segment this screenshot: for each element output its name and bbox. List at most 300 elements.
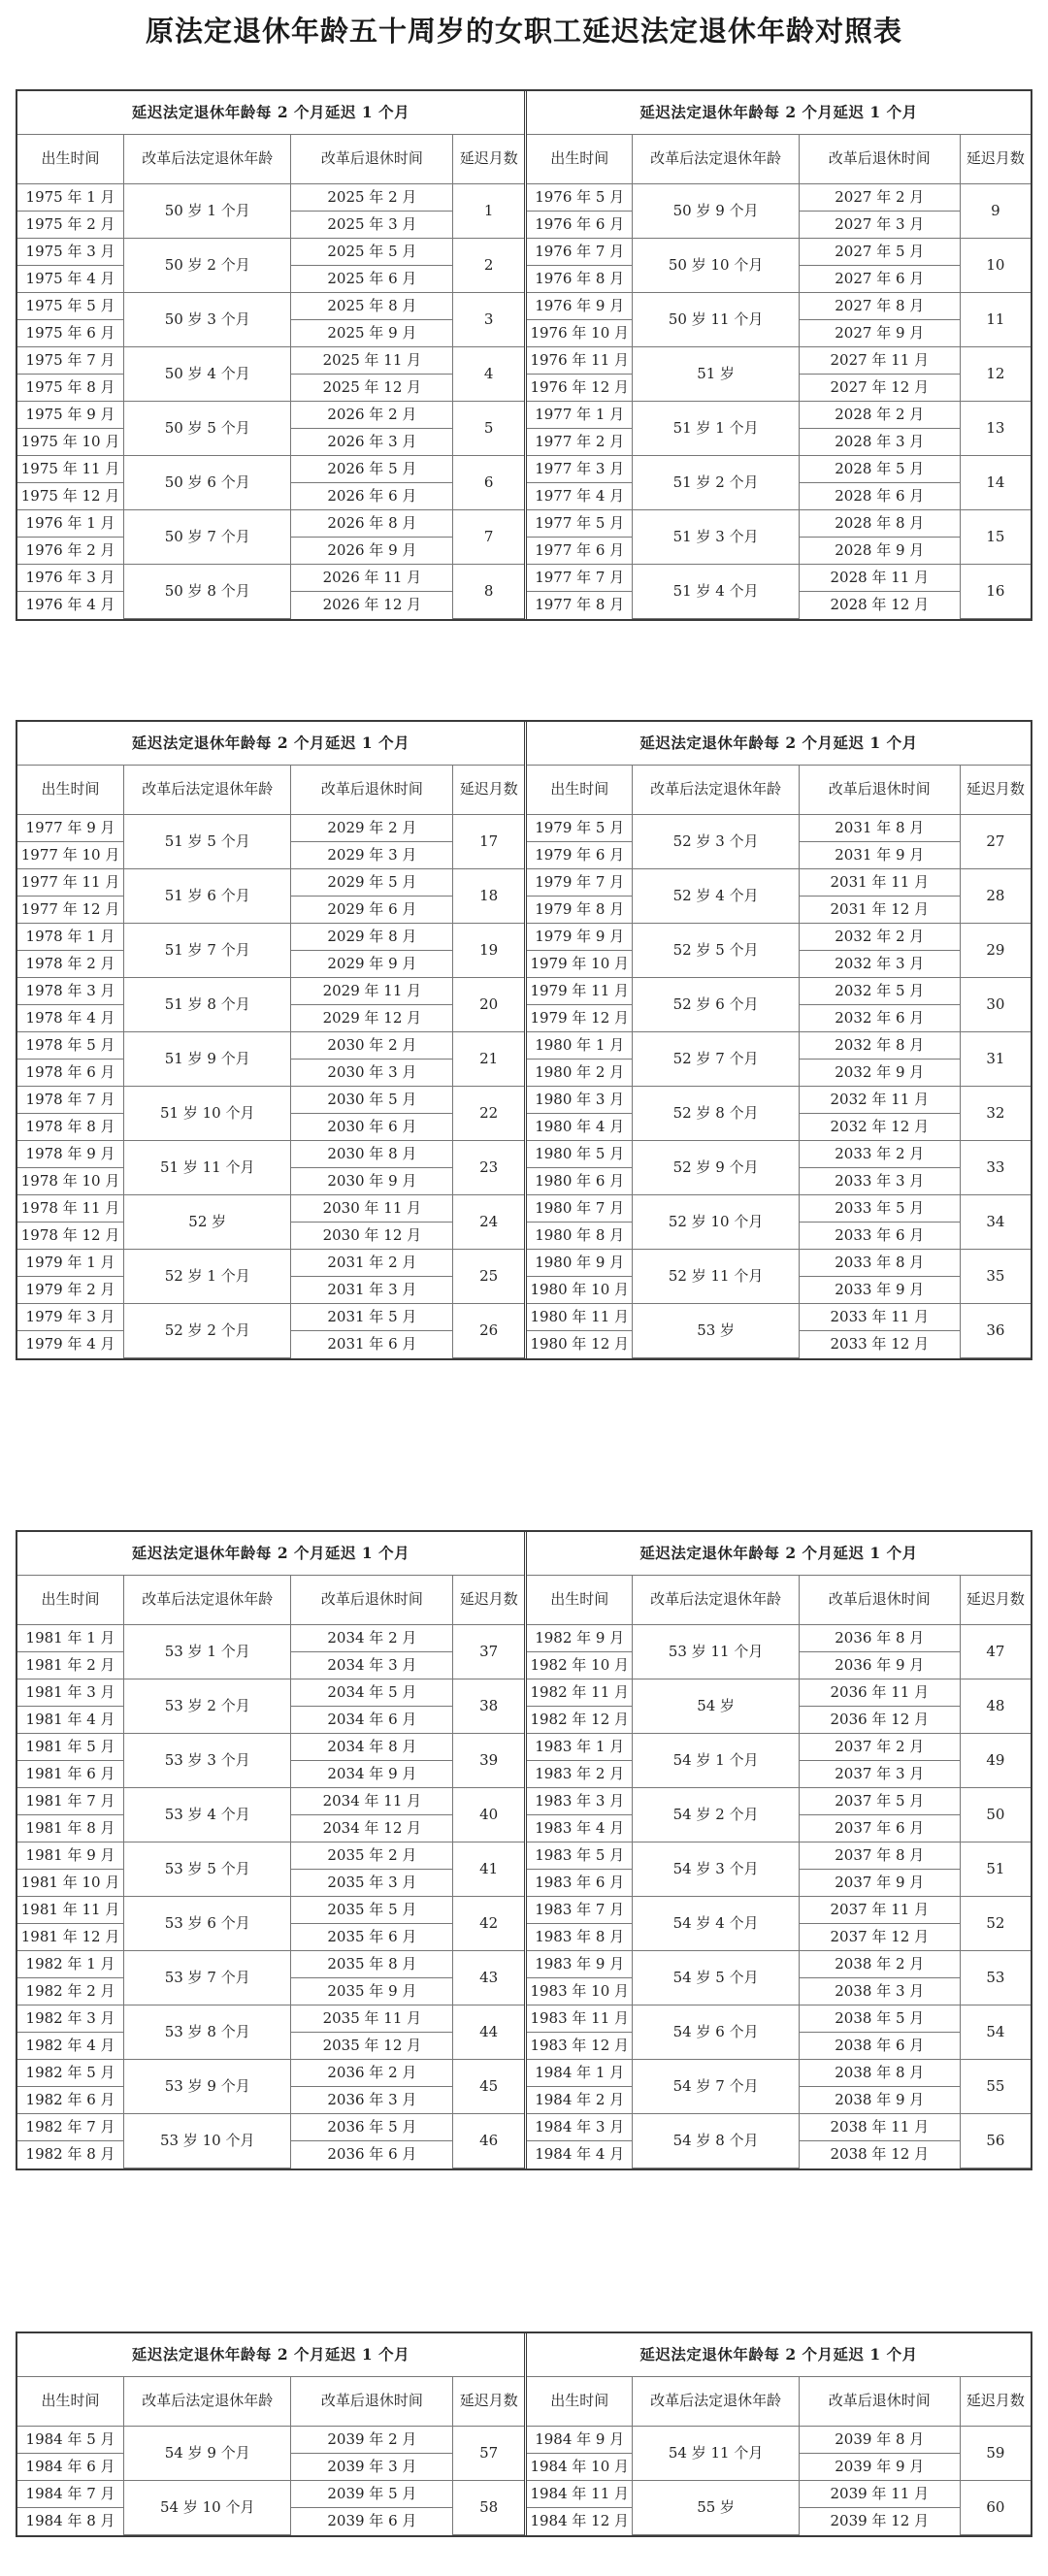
delay-months-cell: 29 — [960, 923, 1031, 977]
retire-time-cell: 2038 年 8 月 — [799, 2059, 960, 2086]
birth-time-cell: 1978 年 7 月 — [17, 1086, 124, 1113]
retire-time-cell: 2038 年 5 月 — [799, 2005, 960, 2032]
header-birth-time: 出生时间 — [17, 1575, 124, 1624]
retire-time-cell: 2036 年 12 月 — [799, 1706, 960, 1733]
header-delay-months: 延迟月数 — [453, 134, 524, 183]
retire-time-cell: 2029 年 5 月 — [291, 868, 453, 896]
retire-age-cell: 51 岁 1 个月 — [633, 401, 799, 455]
retire-time-cell: 2039 年 11 月 — [799, 2480, 960, 2507]
delay-months-cell: 10 — [960, 238, 1031, 292]
retire-time-cell: 2031 年 12 月 — [799, 896, 960, 923]
retire-time-cell: 2033 年 5 月 — [799, 1194, 960, 1222]
table-panel-right — [524, 722, 1031, 1358]
retire-time-cell: 2029 年 2 月 — [291, 814, 453, 841]
birth-time-cell: 1982 年 5 月 — [17, 2059, 124, 2086]
birth-time-cell: 1979 年 2 月 — [17, 1276, 124, 1303]
birth-time-cell: 1976 年 5 月 — [527, 183, 633, 211]
retire-time-cell: 2031 年 11 月 — [799, 868, 960, 896]
birth-time-cell: 1975 年 5 月 — [17, 292, 124, 319]
table-panel-right — [524, 1532, 1031, 2168]
retire-age-cell: 53 岁 8 个月 — [124, 2005, 291, 2059]
retire-time-cell: 2033 年 11 月 — [799, 1303, 960, 1330]
header-retire-time: 改革后退休时间 — [291, 765, 453, 814]
lookup-table — [17, 722, 524, 1358]
birth-time-cell: 1977 年 3 月 — [527, 455, 633, 482]
birth-time-cell: 1978 年 8 月 — [17, 1113, 124, 1140]
birth-time-cell: 1980 年 2 月 — [527, 1059, 633, 1086]
birth-time-cell: 1981 年 2 月 — [17, 1651, 124, 1679]
table-row — [527, 1896, 1031, 1923]
table-row — [527, 1086, 1031, 1113]
birth-time-cell: 1979 年 10 月 — [527, 950, 633, 977]
header-birth-time: 出生时间 — [527, 765, 633, 814]
retire-age-cell: 54 岁 11 个月 — [633, 2426, 799, 2480]
retire-age-cell: 54 岁 7 个月 — [633, 2059, 799, 2113]
birth-time-cell: 1984 年 9 月 — [527, 2426, 633, 2453]
birth-time-cell: 1975 年 6 月 — [17, 319, 124, 346]
delay-months-cell: 40 — [453, 1787, 524, 1842]
delay-months-cell: 31 — [960, 1031, 1031, 1086]
birth-time-cell: 1983 年 6 月 — [527, 1869, 633, 1896]
table-row — [527, 1140, 1031, 1167]
retire-time-cell: 2035 年 5 月 — [291, 1896, 453, 1923]
retire-time-cell: 2028 年 5 月 — [799, 455, 960, 482]
header-delay-months: 延迟月数 — [453, 1575, 524, 1624]
retire-time-cell: 2031 年 9 月 — [799, 841, 960, 868]
delay-months-cell: 55 — [960, 2059, 1031, 2113]
birth-time-cell: 1980 年 6 月 — [527, 1167, 633, 1194]
retire-time-cell: 2034 年 3 月 — [291, 1651, 453, 1679]
retire-age-cell: 53 岁 7 个月 — [124, 1950, 291, 2005]
retire-age-cell: 53 岁 9 个月 — [124, 2059, 291, 2113]
retire-age-cell: 50 岁 9 个月 — [633, 183, 799, 238]
birth-time-cell: 1975 年 2 月 — [17, 211, 124, 238]
birth-time-cell: 1977 年 12 月 — [17, 896, 124, 923]
retire-age-cell: 53 岁 — [633, 1303, 799, 1357]
birth-time-cell: 1978 年 4 月 — [17, 1004, 124, 1031]
table-row — [17, 1842, 524, 1869]
birth-time-cell: 1982 年 6 月 — [17, 2086, 124, 2113]
birth-time-cell: 1977 年 7 月 — [527, 564, 633, 591]
table-caption: 延迟法定退休年龄每 2 个月延迟 1 个月 — [527, 722, 1031, 765]
table-row — [17, 401, 524, 428]
retire-time-cell: 2039 年 8 月 — [799, 2426, 960, 2453]
retire-age-cell: 50 岁 2 个月 — [124, 238, 291, 292]
table-row — [17, 183, 524, 211]
birth-time-cell: 1977 年 5 月 — [527, 509, 633, 537]
retire-age-cell: 53 岁 11 个月 — [633, 1624, 799, 1679]
delay-months-cell: 41 — [453, 1842, 524, 1896]
table-panel-left — [17, 1532, 524, 2168]
table-block-2 — [16, 720, 1032, 1360]
lookup-table — [17, 2333, 524, 2535]
delay-months-cell: 27 — [960, 814, 1031, 868]
retire-age-cell: 52 岁 10 个月 — [633, 1194, 799, 1249]
retire-age-cell: 51 岁 5 个月 — [124, 814, 291, 868]
retire-time-cell: 2027 年 2 月 — [799, 183, 960, 211]
table-row — [527, 1679, 1031, 1706]
delay-months-cell: 39 — [453, 1733, 524, 1787]
retire-time-cell: 2033 年 2 月 — [799, 1140, 960, 1167]
retire-time-cell: 2030 年 3 月 — [291, 1059, 453, 1086]
retire-time-cell: 2038 年 12 月 — [799, 2140, 960, 2168]
lookup-table — [527, 722, 1031, 1358]
retire-time-cell: 2029 年 11 月 — [291, 977, 453, 1004]
birth-time-cell: 1979 年 9 月 — [527, 923, 633, 950]
table-caption: 延迟法定退休年龄每 2 个月延迟 1 个月 — [17, 91, 524, 134]
retire-time-cell: 2028 年 11 月 — [799, 564, 960, 591]
lookup-table — [17, 1532, 524, 2168]
retire-age-cell: 51 岁 6 个月 — [124, 868, 291, 923]
retire-time-cell: 2027 年 6 月 — [799, 265, 960, 292]
table-row — [527, 814, 1031, 841]
birth-time-cell: 1984 年 11 月 — [527, 2480, 633, 2507]
delay-months-cell: 38 — [453, 1679, 524, 1733]
birth-time-cell: 1978 年 10 月 — [17, 1167, 124, 1194]
birth-time-cell: 1975 年 10 月 — [17, 428, 124, 455]
table-row — [527, 292, 1031, 319]
table-row — [527, 1194, 1031, 1222]
birth-time-cell: 1981 年 6 月 — [17, 1760, 124, 1787]
retire-time-cell: 2025 年 2 月 — [291, 183, 453, 211]
table-row — [17, 1624, 524, 1651]
header-birth-time: 出生时间 — [17, 134, 124, 183]
birth-time-cell: 1979 年 8 月 — [527, 896, 633, 923]
birth-time-cell: 1982 年 10 月 — [527, 1651, 633, 1679]
retire-time-cell: 2038 年 3 月 — [799, 1977, 960, 2005]
retire-time-cell: 2039 年 9 月 — [799, 2453, 960, 2480]
retire-time-cell: 2035 年 11 月 — [291, 2005, 453, 2032]
birth-time-cell: 1978 年 1 月 — [17, 923, 124, 950]
table-row — [17, 2113, 524, 2140]
delay-months-cell: 14 — [960, 455, 1031, 509]
retire-age-cell: 54 岁 3 个月 — [633, 1842, 799, 1896]
table-row — [17, 2059, 524, 2086]
birth-time-cell: 1976 年 10 月 — [527, 319, 633, 346]
birth-time-cell: 1978 年 12 月 — [17, 1222, 124, 1249]
header-birth-time: 出生时间 — [17, 765, 124, 814]
retire-time-cell: 2039 年 2 月 — [291, 2426, 453, 2453]
retire-time-cell: 2037 年 8 月 — [799, 1842, 960, 1869]
table-row — [527, 238, 1031, 265]
birth-time-cell: 1982 年 11 月 — [527, 1679, 633, 1706]
retire-time-cell: 2032 年 8 月 — [799, 1031, 960, 1059]
retire-time-cell: 2038 年 6 月 — [799, 2032, 960, 2059]
delay-months-cell: 20 — [453, 977, 524, 1031]
table-row — [17, 564, 524, 591]
birth-time-cell: 1975 年 11 月 — [17, 455, 124, 482]
retire-age-cell: 50 岁 5 个月 — [124, 401, 291, 455]
table-panel-left — [17, 2333, 524, 2535]
birth-time-cell: 1976 年 3 月 — [17, 564, 124, 591]
retire-time-cell: 2034 年 2 月 — [291, 1624, 453, 1651]
retire-time-cell: 2031 年 6 月 — [291, 1330, 453, 1357]
table-row — [527, 977, 1031, 1004]
birth-time-cell: 1978 年 9 月 — [17, 1140, 124, 1167]
delay-months-cell: 2 — [453, 238, 524, 292]
birth-time-cell: 1976 年 1 月 — [17, 509, 124, 537]
header-retire-time: 改革后退休时间 — [291, 1575, 453, 1624]
retire-age-cell: 52 岁 4 个月 — [633, 868, 799, 923]
retire-time-cell: 2036 年 9 月 — [799, 1651, 960, 1679]
retire-time-cell: 2028 年 8 月 — [799, 509, 960, 537]
birth-time-cell: 1981 年 12 月 — [17, 1923, 124, 1950]
retire-time-cell: 2031 年 3 月 — [291, 1276, 453, 1303]
header-delay-months: 延迟月数 — [960, 2376, 1031, 2426]
retire-time-cell: 2033 年 3 月 — [799, 1167, 960, 1194]
delay-months-cell: 56 — [960, 2113, 1031, 2168]
table-panel-right — [524, 2333, 1031, 2535]
retire-time-cell: 2036 年 8 月 — [799, 1624, 960, 1651]
retire-age-cell: 51 岁 — [633, 346, 799, 401]
table-row — [527, 923, 1031, 950]
page-title: 原法定退休年龄五十周岁的女职工延迟法定退休年龄对照表 — [145, 15, 902, 48]
retire-age-cell: 51 岁 11 个月 — [124, 1140, 291, 1194]
retire-time-cell: 2034 年 12 月 — [291, 1814, 453, 1842]
retire-time-cell: 2032 年 11 月 — [799, 1086, 960, 1113]
header-retire-time: 改革后退休时间 — [799, 2376, 960, 2426]
table-row — [527, 2005, 1031, 2032]
retire-time-cell: 2028 年 6 月 — [799, 482, 960, 509]
retire-age-cell: 52 岁 7 个月 — [633, 1031, 799, 1086]
retire-time-cell: 2025 年 11 月 — [291, 346, 453, 374]
retire-age-cell: 50 岁 11 个月 — [633, 292, 799, 346]
table-row — [17, 509, 524, 537]
birth-time-cell: 1977 年 2 月 — [527, 428, 633, 455]
table-row — [527, 183, 1031, 211]
delay-months-cell: 3 — [453, 292, 524, 346]
birth-time-cell: 1984 年 6 月 — [17, 2453, 124, 2480]
retire-time-cell: 2026 年 5 月 — [291, 455, 453, 482]
table-row — [527, 455, 1031, 482]
retire-time-cell: 2037 年 6 月 — [799, 1814, 960, 1842]
header-retire-time: 改革后退休时间 — [291, 2376, 453, 2426]
retire-time-cell: 2028 年 2 月 — [799, 401, 960, 428]
header-birth-time: 出生时间 — [527, 134, 633, 183]
delay-months-cell: 1 — [453, 183, 524, 238]
table-block-1 — [16, 89, 1032, 621]
retire-time-cell: 2036 年 5 月 — [291, 2113, 453, 2140]
table-row — [17, 1896, 524, 1923]
header-delay-months: 延迟月数 — [453, 2376, 524, 2426]
birth-time-cell: 1980 年 4 月 — [527, 1113, 633, 1140]
retire-age-cell: 52 岁 1 个月 — [124, 1249, 291, 1303]
table-row — [527, 868, 1031, 896]
table-caption: 延迟法定退休年龄每 2 个月延迟 1 个月 — [527, 1532, 1031, 1575]
table-row — [527, 1950, 1031, 1977]
retire-time-cell: 2029 年 9 月 — [291, 950, 453, 977]
birth-time-cell: 1981 年 7 月 — [17, 1787, 124, 1814]
birth-time-cell: 1979 年 6 月 — [527, 841, 633, 868]
table-row — [527, 564, 1031, 591]
birth-time-cell: 1977 年 10 月 — [17, 841, 124, 868]
table-row — [17, 1194, 524, 1222]
retire-time-cell: 2029 年 6 月 — [291, 896, 453, 923]
table-row — [17, 2426, 524, 2453]
delay-months-cell: 13 — [960, 401, 1031, 455]
retire-age-cell: 53 岁 2 个月 — [124, 1679, 291, 1733]
birth-time-cell: 1983 年 8 月 — [527, 1923, 633, 1950]
retire-time-cell: 2039 年 6 月 — [291, 2507, 453, 2534]
retire-age-cell: 54 岁 5 个月 — [633, 1950, 799, 2005]
retire-age-cell: 52 岁 3 个月 — [633, 814, 799, 868]
birth-time-cell: 1982 年 7 月 — [17, 2113, 124, 2140]
delay-months-cell: 43 — [453, 1950, 524, 2005]
retire-age-cell: 54 岁 — [633, 1679, 799, 1733]
birth-time-cell: 1976 年 11 月 — [527, 346, 633, 374]
delay-months-cell: 46 — [453, 2113, 524, 2168]
retire-age-cell: 50 岁 4 个月 — [124, 346, 291, 401]
retire-time-cell: 2025 年 12 月 — [291, 374, 453, 401]
delay-months-cell: 51 — [960, 1842, 1031, 1896]
table-row — [527, 1787, 1031, 1814]
retire-time-cell: 2026 年 11 月 — [291, 564, 453, 591]
table-row — [17, 1303, 524, 1330]
delay-months-cell: 57 — [453, 2426, 524, 2480]
header-delay-months: 延迟月数 — [960, 134, 1031, 183]
birth-time-cell: 1979 年 11 月 — [527, 977, 633, 1004]
retire-time-cell: 2030 年 9 月 — [291, 1167, 453, 1194]
birth-time-cell: 1982 年 2 月 — [17, 1977, 124, 2005]
retire-time-cell: 2034 年 11 月 — [291, 1787, 453, 1814]
retire-age-cell: 52 岁 9 个月 — [633, 1140, 799, 1194]
delay-months-cell: 11 — [960, 292, 1031, 346]
retire-age-cell: 51 岁 4 个月 — [633, 564, 799, 618]
retire-time-cell: 2026 年 6 月 — [291, 482, 453, 509]
birth-time-cell: 1976 年 2 月 — [17, 537, 124, 564]
delay-months-cell: 8 — [453, 564, 524, 618]
table-row — [527, 1624, 1031, 1651]
table-row — [17, 1031, 524, 1059]
retire-time-cell: 2035 年 12 月 — [291, 2032, 453, 2059]
birth-time-cell: 1977 年 4 月 — [527, 482, 633, 509]
delay-months-cell: 12 — [960, 346, 1031, 401]
table-row — [17, 1950, 524, 1977]
delay-months-cell: 32 — [960, 1086, 1031, 1140]
table-row — [527, 1842, 1031, 1869]
retire-time-cell: 2030 年 6 月 — [291, 1113, 453, 1140]
retire-time-cell: 2027 年 11 月 — [799, 346, 960, 374]
birth-time-cell: 1983 年 9 月 — [527, 1950, 633, 1977]
delay-months-cell: 37 — [453, 1624, 524, 1679]
birth-time-cell: 1978 年 3 月 — [17, 977, 124, 1004]
birth-time-cell: 1975 年 1 月 — [17, 183, 124, 211]
table-block-3 — [16, 1530, 1032, 2170]
birth-time-cell: 1975 年 8 月 — [17, 374, 124, 401]
birth-time-cell: 1983 年 2 月 — [527, 1760, 633, 1787]
birth-time-cell: 1976 年 9 月 — [527, 292, 633, 319]
delay-months-cell: 35 — [960, 1249, 1031, 1303]
retire-age-cell: 51 岁 8 个月 — [124, 977, 291, 1031]
retire-age-cell: 51 岁 7 个月 — [124, 923, 291, 977]
delay-months-cell: 58 — [453, 2480, 524, 2534]
retire-time-cell: 2039 年 5 月 — [291, 2480, 453, 2507]
birth-time-cell: 1976 年 7 月 — [527, 238, 633, 265]
birth-time-cell: 1984 年 1 月 — [527, 2059, 633, 2086]
retire-time-cell: 2030 年 11 月 — [291, 1194, 453, 1222]
birth-time-cell: 1981 年 5 月 — [17, 1733, 124, 1760]
birth-time-cell: 1977 年 8 月 — [527, 591, 633, 618]
retire-age-cell: 52 岁 2 个月 — [124, 1303, 291, 1357]
retire-time-cell: 2026 年 9 月 — [291, 537, 453, 564]
retire-time-cell: 2037 年 9 月 — [799, 1869, 960, 1896]
retire-time-cell: 2033 年 9 月 — [799, 1276, 960, 1303]
table-row — [17, 238, 524, 265]
retire-time-cell: 2027 年 3 月 — [799, 211, 960, 238]
birth-time-cell: 1980 年 12 月 — [527, 1330, 633, 1357]
retire-time-cell: 2026 年 2 月 — [291, 401, 453, 428]
retire-time-cell: 2035 年 3 月 — [291, 1869, 453, 1896]
table-row — [17, 1086, 524, 1113]
retire-time-cell: 2026 年 8 月 — [291, 509, 453, 537]
birth-time-cell: 1983 年 7 月 — [527, 1896, 633, 1923]
birth-time-cell: 1976 年 8 月 — [527, 265, 633, 292]
retire-time-cell: 2032 年 3 月 — [799, 950, 960, 977]
delay-months-cell: 21 — [453, 1031, 524, 1086]
retire-time-cell: 2035 年 2 月 — [291, 1842, 453, 1869]
header-retire-time: 改革后退休时间 — [291, 134, 453, 183]
retire-age-cell: 52 岁 5 个月 — [633, 923, 799, 977]
table-row — [17, 455, 524, 482]
retire-time-cell: 2031 年 2 月 — [291, 1249, 453, 1276]
table-row — [17, 1733, 524, 1760]
birth-time-cell: 1977 年 6 月 — [527, 537, 633, 564]
birth-time-cell: 1981 年 8 月 — [17, 1814, 124, 1842]
birth-time-cell: 1982 年 4 月 — [17, 2032, 124, 2059]
table-panel-left — [17, 722, 524, 1358]
retire-time-cell: 2038 年 11 月 — [799, 2113, 960, 2140]
header-retire-age: 改革后法定退休年龄 — [124, 1575, 291, 1624]
retire-age-cell: 52 岁 — [124, 1194, 291, 1249]
retire-time-cell: 2031 年 8 月 — [799, 814, 960, 841]
retire-time-cell: 2027 年 8 月 — [799, 292, 960, 319]
retire-age-cell: 53 岁 10 个月 — [124, 2113, 291, 2168]
delay-months-cell: 26 — [453, 1303, 524, 1357]
retire-time-cell: 2036 年 3 月 — [291, 2086, 453, 2113]
retire-time-cell: 2033 年 12 月 — [799, 1330, 960, 1357]
birth-time-cell: 1975 年 4 月 — [17, 265, 124, 292]
table-row — [527, 401, 1031, 428]
retire-time-cell: 2029 年 3 月 — [291, 841, 453, 868]
header-retire-age: 改革后法定退休年龄 — [124, 134, 291, 183]
retire-time-cell: 2033 年 8 月 — [799, 1249, 960, 1276]
delay-months-cell: 44 — [453, 2005, 524, 2059]
retire-time-cell: 2025 年 6 月 — [291, 265, 453, 292]
lookup-table — [527, 91, 1031, 619]
delay-months-cell: 5 — [453, 401, 524, 455]
table-row — [17, 1140, 524, 1167]
table-row — [527, 1303, 1031, 1330]
retire-age-cell: 52 岁 6 个月 — [633, 977, 799, 1031]
retire-time-cell: 2037 年 2 月 — [799, 1733, 960, 1760]
retire-time-cell: 2037 年 3 月 — [799, 1760, 960, 1787]
table-row — [17, 814, 524, 841]
table-row — [17, 868, 524, 896]
header-retire-age: 改革后法定退休年龄 — [124, 765, 291, 814]
retire-age-cell: 50 岁 10 个月 — [633, 238, 799, 292]
table-block-4 — [16, 2331, 1032, 2537]
birth-time-cell: 1980 年 8 月 — [527, 1222, 633, 1249]
table-caption: 延迟法定退休年龄每 2 个月延迟 1 个月 — [17, 722, 524, 765]
birth-time-cell: 1984 年 2 月 — [527, 2086, 633, 2113]
table-row — [527, 2113, 1031, 2140]
retire-time-cell: 2035 年 9 月 — [291, 1977, 453, 2005]
birth-time-cell: 1980 年 7 月 — [527, 1194, 633, 1222]
retire-time-cell: 2028 年 12 月 — [799, 591, 960, 618]
delay-months-cell: 52 — [960, 1896, 1031, 1950]
birth-time-cell: 1983 年 12 月 — [527, 2032, 633, 2059]
retire-age-cell: 53 岁 1 个月 — [124, 1624, 291, 1679]
